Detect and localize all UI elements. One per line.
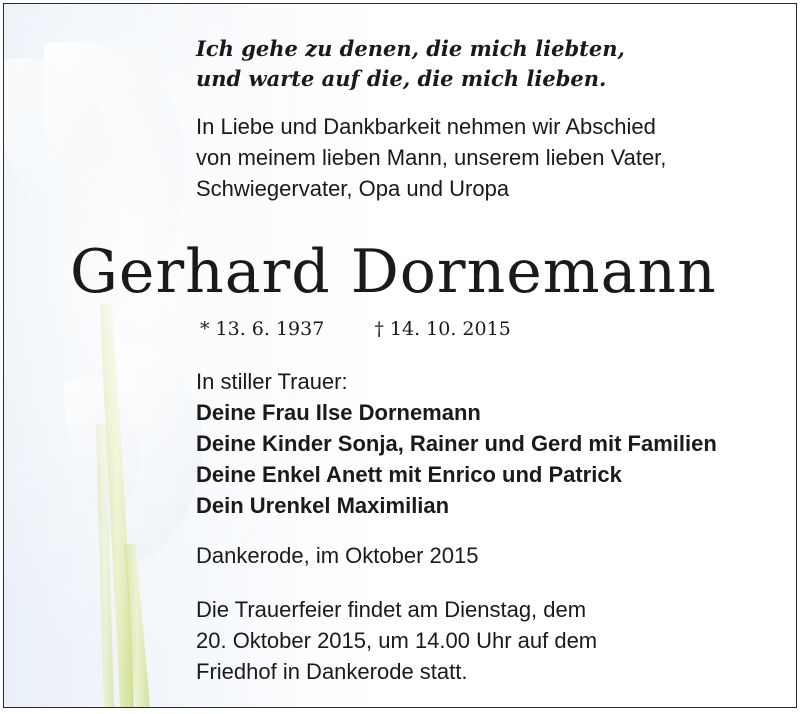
intro-text [196, 111, 666, 204]
obituary-card [3, 3, 797, 708]
intro-line: Schwiegervater, Opa und Uropa [196, 176, 510, 201]
mourner-line: Deine Frau Ilse Dornemann [196, 400, 481, 425]
intro-line: von meinem lieben Mann, unserem lieben Vater, [196, 145, 667, 170]
mourner-line: Deine Kinder Sonja, Rainer und Gerd mit Familien [196, 431, 717, 456]
mourner-line: Deine Enkel Anett mit Enrico und Patrick [196, 462, 622, 487]
life-dates [200, 315, 511, 343]
funeral-line: Friedhof in Dankerode statt. [196, 659, 468, 684]
motto-quote [196, 34, 625, 94]
funeral-info [196, 594, 597, 687]
funeral-line: Die Trauerfeier findet am Dienstag, dem [196, 597, 587, 622]
place-and-date: Dankerode, im Oktober 2015 [196, 543, 479, 568]
funeral-line: 20. Oktober 2015, um 14.00 Uhr auf dem [196, 628, 598, 653]
motto-line: und warte auf die, die mich lieben. [196, 66, 607, 91]
birth-date: * 13. 6. 1937 [200, 318, 325, 340]
mourners-section [196, 366, 717, 521]
mourners-heading: In stiller Trauer: [196, 369, 348, 394]
mourner-line: Dein Urenkel Maximilian [196, 493, 450, 518]
intro-line: In Liebe und Dankbarkeit nehmen wir Abschied [196, 114, 656, 139]
deceased-name: Gerhard Dornemann [70, 237, 717, 307]
motto-line: Ich gehe zu denen, die mich liebten, [196, 36, 625, 61]
death-date: † 14. 10. 2015 [374, 318, 511, 340]
